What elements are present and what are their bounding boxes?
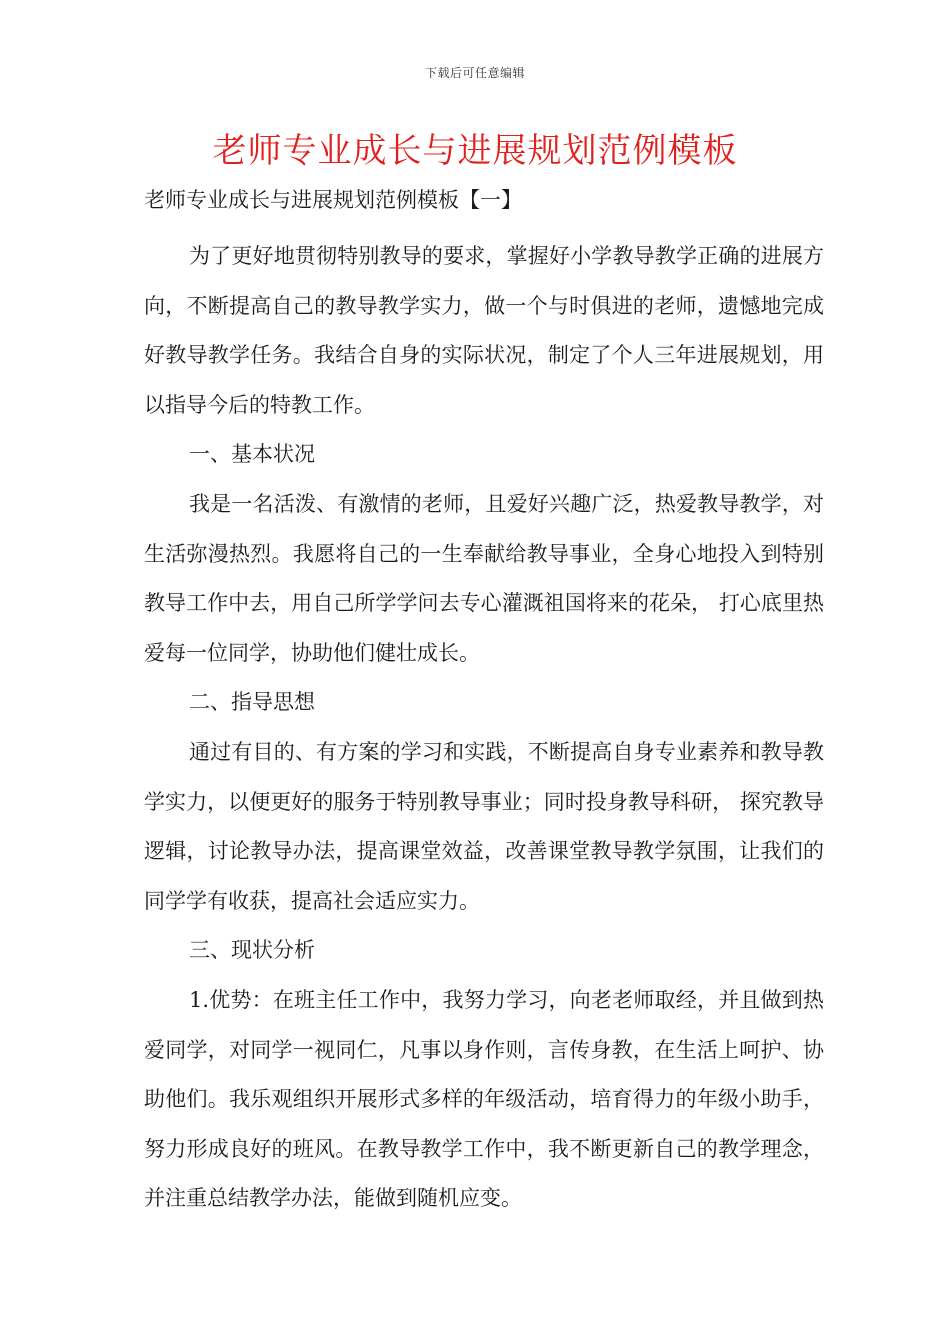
document-body bbox=[144, 232, 824, 1224]
section-heading-basic: 一、基本状况 bbox=[189, 442, 315, 467]
paragraph-guiding: 通过有目的、有方案的学习和实践，不断提高自身专业素养和教导教学实力，以便更好的服务于特别教导事业；同时投身教导科研， 探究教导逻辑，讨论教导办法，提高课堂效益，改善课堂教导教学氛围，让我们的同学学有收获，提高社会适应实力。 bbox=[144, 739, 824, 913]
paragraph-advantage: 1.优势：在班主任工作中，我努力学习，向老老师取经，并且做到热爱同学，对同学一视同仁，凡事以身作则，言传身教，在生活上呵护、协助他们。我乐观组织开展形式多样的年级活动，培育得力的年级小助手，努力形成良好的班风。在教导教学工作中，我不断更新自己的教学理念，并注重总结教学办法，能做到随机应变。 bbox=[144, 987, 824, 1211]
header-note: 下载后可任意编辑 bbox=[424, 66, 525, 80]
document-subtitle: 老师专业成长与进展规划范例模板【一】 bbox=[144, 188, 522, 212]
paragraph-intro: 为了更好地贯彻特别教导的要求，掌握好小学教导教学正确的进展方向，不断提高自己的教导教学实力，做一个与时俱进的老师，遗憾地完成好教导教学任务。我结合自身的实际状况，制定了个人三年进展规划，用以指导今后的特教工作。 bbox=[144, 244, 824, 417]
section-heading-guiding: 二、指导思想 bbox=[189, 690, 315, 715]
document-title: 老师专业成长与进展规划范例模板 bbox=[212, 131, 738, 171]
section-heading-analysis: 三、现状分析 bbox=[189, 938, 315, 963]
paragraph-basic: 我是一名活泼、有激情的老师，且爱好兴趣广泛，热爱教导教学，对生活弥漫热烈。我愿将自己的一生奉献给教导事业，全身心地投入到特别教导工作中去，用自己所学学问去专心灌溉祖国将来的花朵， 打心底里热爱每一位同学，协助他们健壮成长。 bbox=[144, 491, 824, 665]
